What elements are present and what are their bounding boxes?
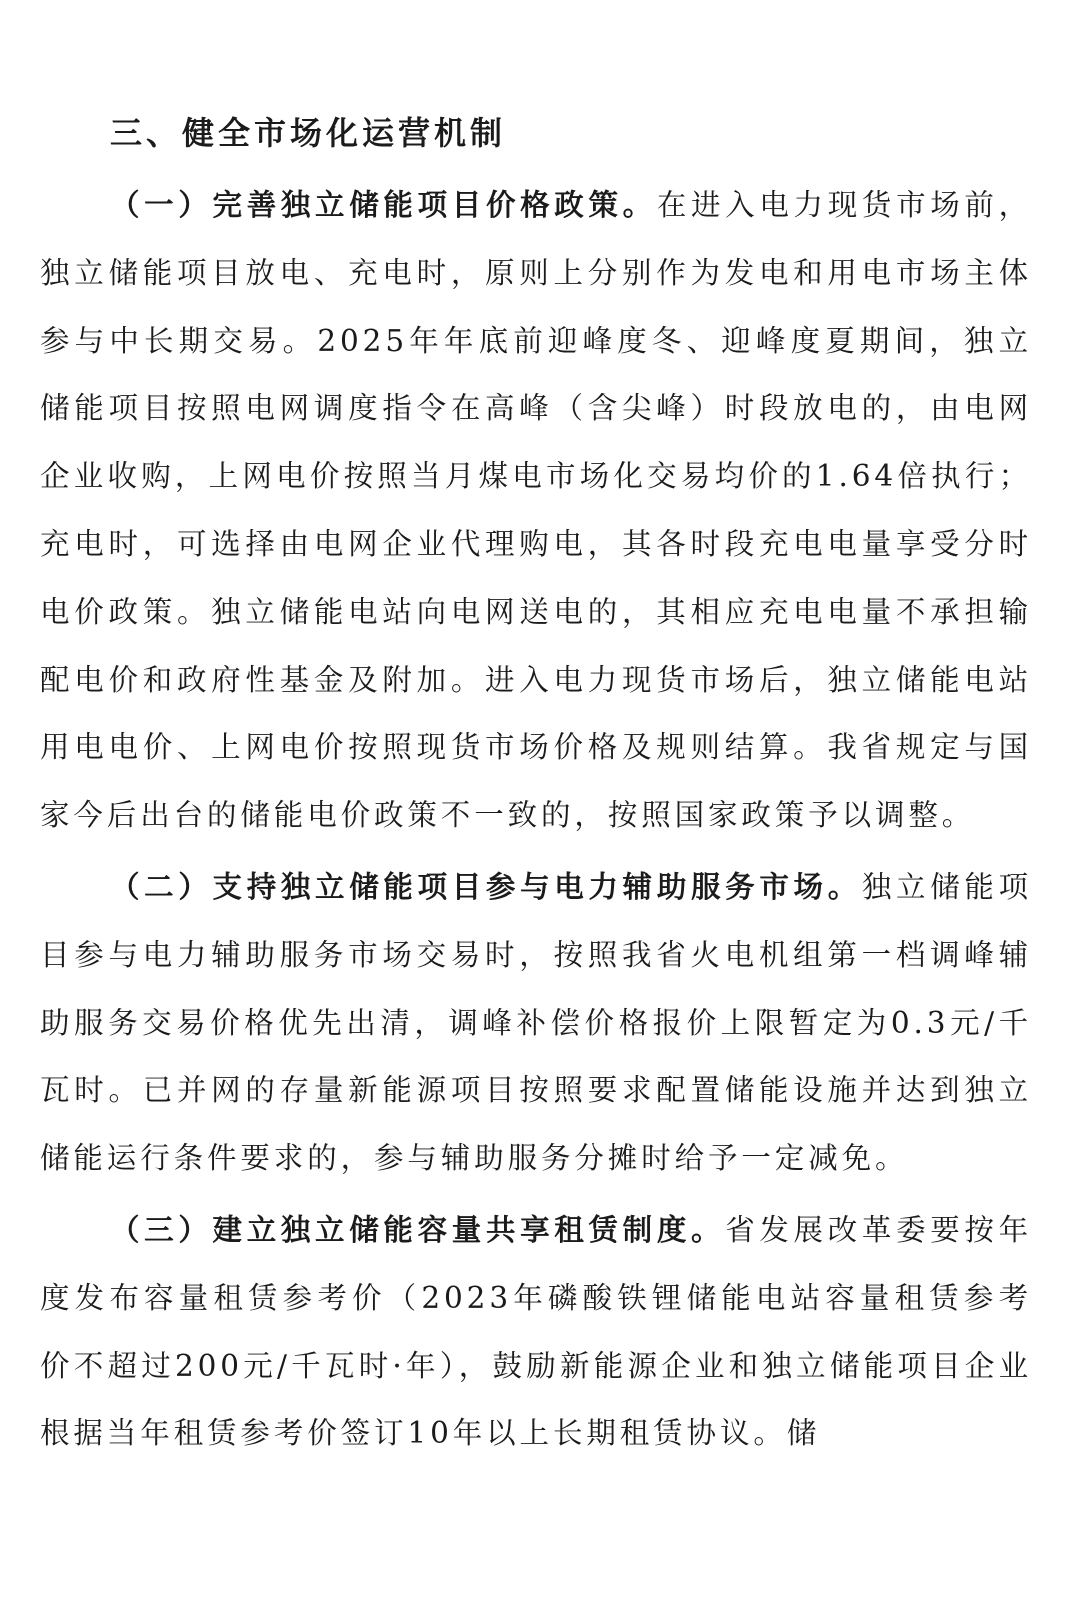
paragraph-capacity-leasing [40,1197,1032,1468]
paragraph-text: 独立储能项目参与电力辅助服务市场交易时，按照我省火电机组第一档调峰辅助服务交易价格优先出清，调峰补偿价格报价上限暂定为0.3元/千瓦时。已并网的存量新能源项目按照要求配置储能设施并达到独立储能运行条件要求的，参与辅助服务分摊时给予一定减免。 [40,869,1032,1176]
section-heading: 三、健全市场化运营机制 [110,114,507,152]
paragraph-text: 省发展改革委要按年度发布容量租赁参考价（2023年磷酸铁锂储能电站容量租赁参考价不超过200元/千瓦时·年），鼓励新能源企业和独立储能项目企业根据当年租赁参考价签订10年以上长期租赁协议。储 [40,1212,1032,1451]
paragraph-ancillary-services [40,854,1032,1193]
paragraph-subtitle: （三）建立独立储能容量共享租赁制度。 [110,1212,726,1247]
paragraph-price-policy [40,172,1032,850]
paragraph-subtitle: （一）完善独立储能项目价格政策。 [110,188,657,222]
paragraph-text: 在进入电力现货市场前，独立储能项目放电、充电时，原则上分别作为发电和用电市场主体参与中长期交易。2025年年底前迎峰度冬、迎峰度夏期间，独立储能项目按照电网调度指令在高峰（含尖峰）时段放电的，由电网企业收购，上网电价按照当月煤电市场化交易均价的1.64倍执行；充电时，可选择由电网企业代理购电，其各时段充电电量享受分时电价政策。独立储能电站向电网送电的，其相应充电电量不承担输配电价和政府性基金及附加。进入电力现货市场后，独立储能电站用电电价、上网电价按照现货市场价格及规则结算。我省规定与国家今后出台的储能电价政策不一致的，按照国家政策予以调整。 [40,188,1032,833]
document-body [40,172,1032,1468]
paragraph-subtitle: （二）支持独立储能项目参与电力辅助服务市场。 [110,869,862,904]
